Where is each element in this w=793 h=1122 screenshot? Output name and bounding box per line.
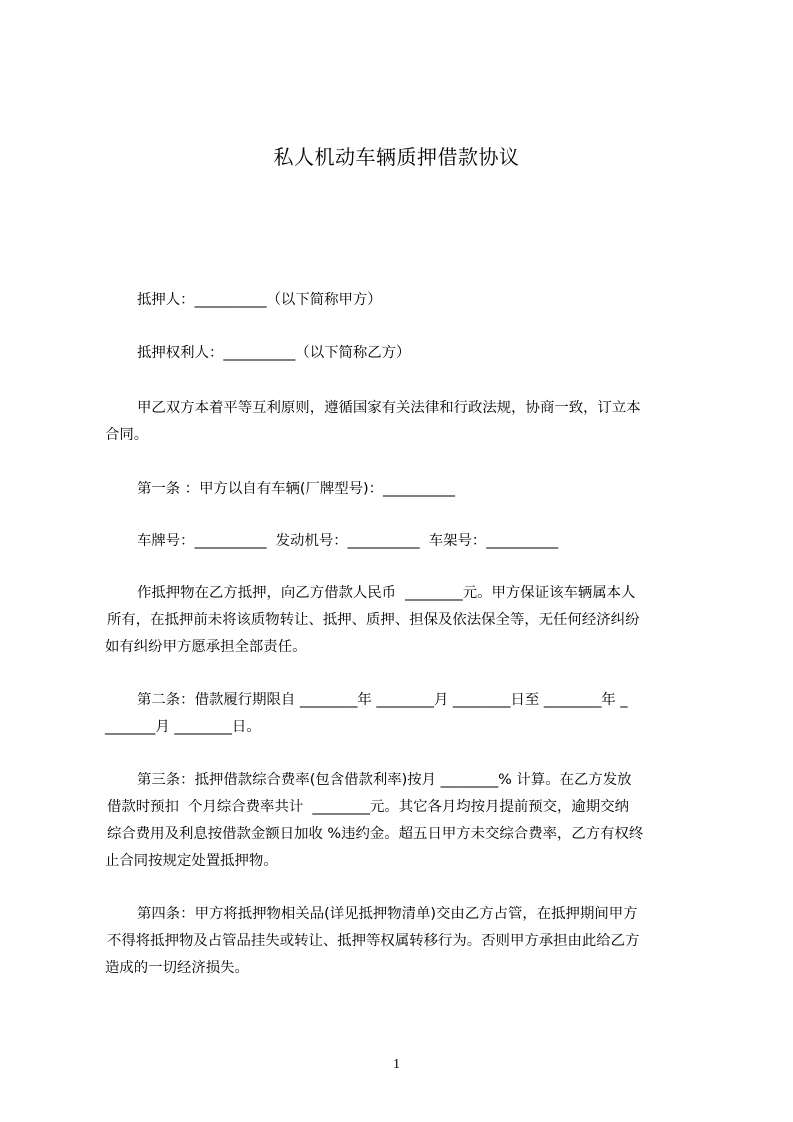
article-1-vehicle-ids: 车牌号：__________ 发动机号：__________ 车架号：__________ <box>137 533 559 549</box>
document-title: 私人机动车辆质押借款协议 <box>273 145 520 169</box>
article-1-body-line-3: 如有纠纷甲方愿承担全部责任。 <box>105 639 307 655</box>
article-3-line-2: 借款时预扣 个月综合费率共计 ________元。其它各月均按月提前预交，逾期交纳 <box>107 799 629 815</box>
article-1-heading: 第一条 ：甲方以自有车辆(厂牌型号)：__________ <box>137 481 456 497</box>
article-3-line-1: 第三条：抵押借款综合费率(包含借款利率)按月 ________% 计算。在乙方发放 <box>137 772 632 788</box>
preamble-line-2: 合同。 <box>105 427 149 443</box>
page-number: 1 <box>393 1057 400 1072</box>
article-2-line-1: 第二条：借款履行期限自 ________年 ________月 ________日至 ________年 _ <box>137 692 628 708</box>
article-4-line-1: 第四条：甲方将抵押物相关品(详见抵押物清单)交由乙方占管，在抵押期间甲方 <box>137 906 638 922</box>
article-3-line-4: 止合同按规定处置抵押物。 <box>105 853 278 869</box>
article-4-line-3: 造成的一切经济损失。 <box>105 960 249 976</box>
article-3-line-3: 综合费用及利息按借款金额日加收 %违约金。超五日甲方未交综合费率，乙方有权终 <box>107 826 644 842</box>
article-2-line-2: _______月 ________日。 <box>105 719 261 735</box>
preamble-line-1: 甲乙双方本着平等互利原则，遵循国家有关法律和行政法规，协商一致，订立本 <box>137 400 641 416</box>
pledgee-line: 抵押权利人：__________（以下简称乙方） <box>137 345 411 361</box>
article-1-body-line-1: 作抵押物在乙方抵押，向乙方借款人民币 ________元。甲方保证该车辆属本人 <box>137 585 636 601</box>
pledgor-line: 抵押人：__________（以下简称甲方） <box>137 292 382 308</box>
article-4-line-2: 不得将抵押物及占管品挂失或转让、抵押等权属转移行为。否则甲方承担由此给乙方 <box>107 933 640 949</box>
article-1-body-line-2: 所有，在抵押前未将该质物转让、抵押、质押、担保及依法保全等，无任何经济纠纷 <box>107 612 640 628</box>
